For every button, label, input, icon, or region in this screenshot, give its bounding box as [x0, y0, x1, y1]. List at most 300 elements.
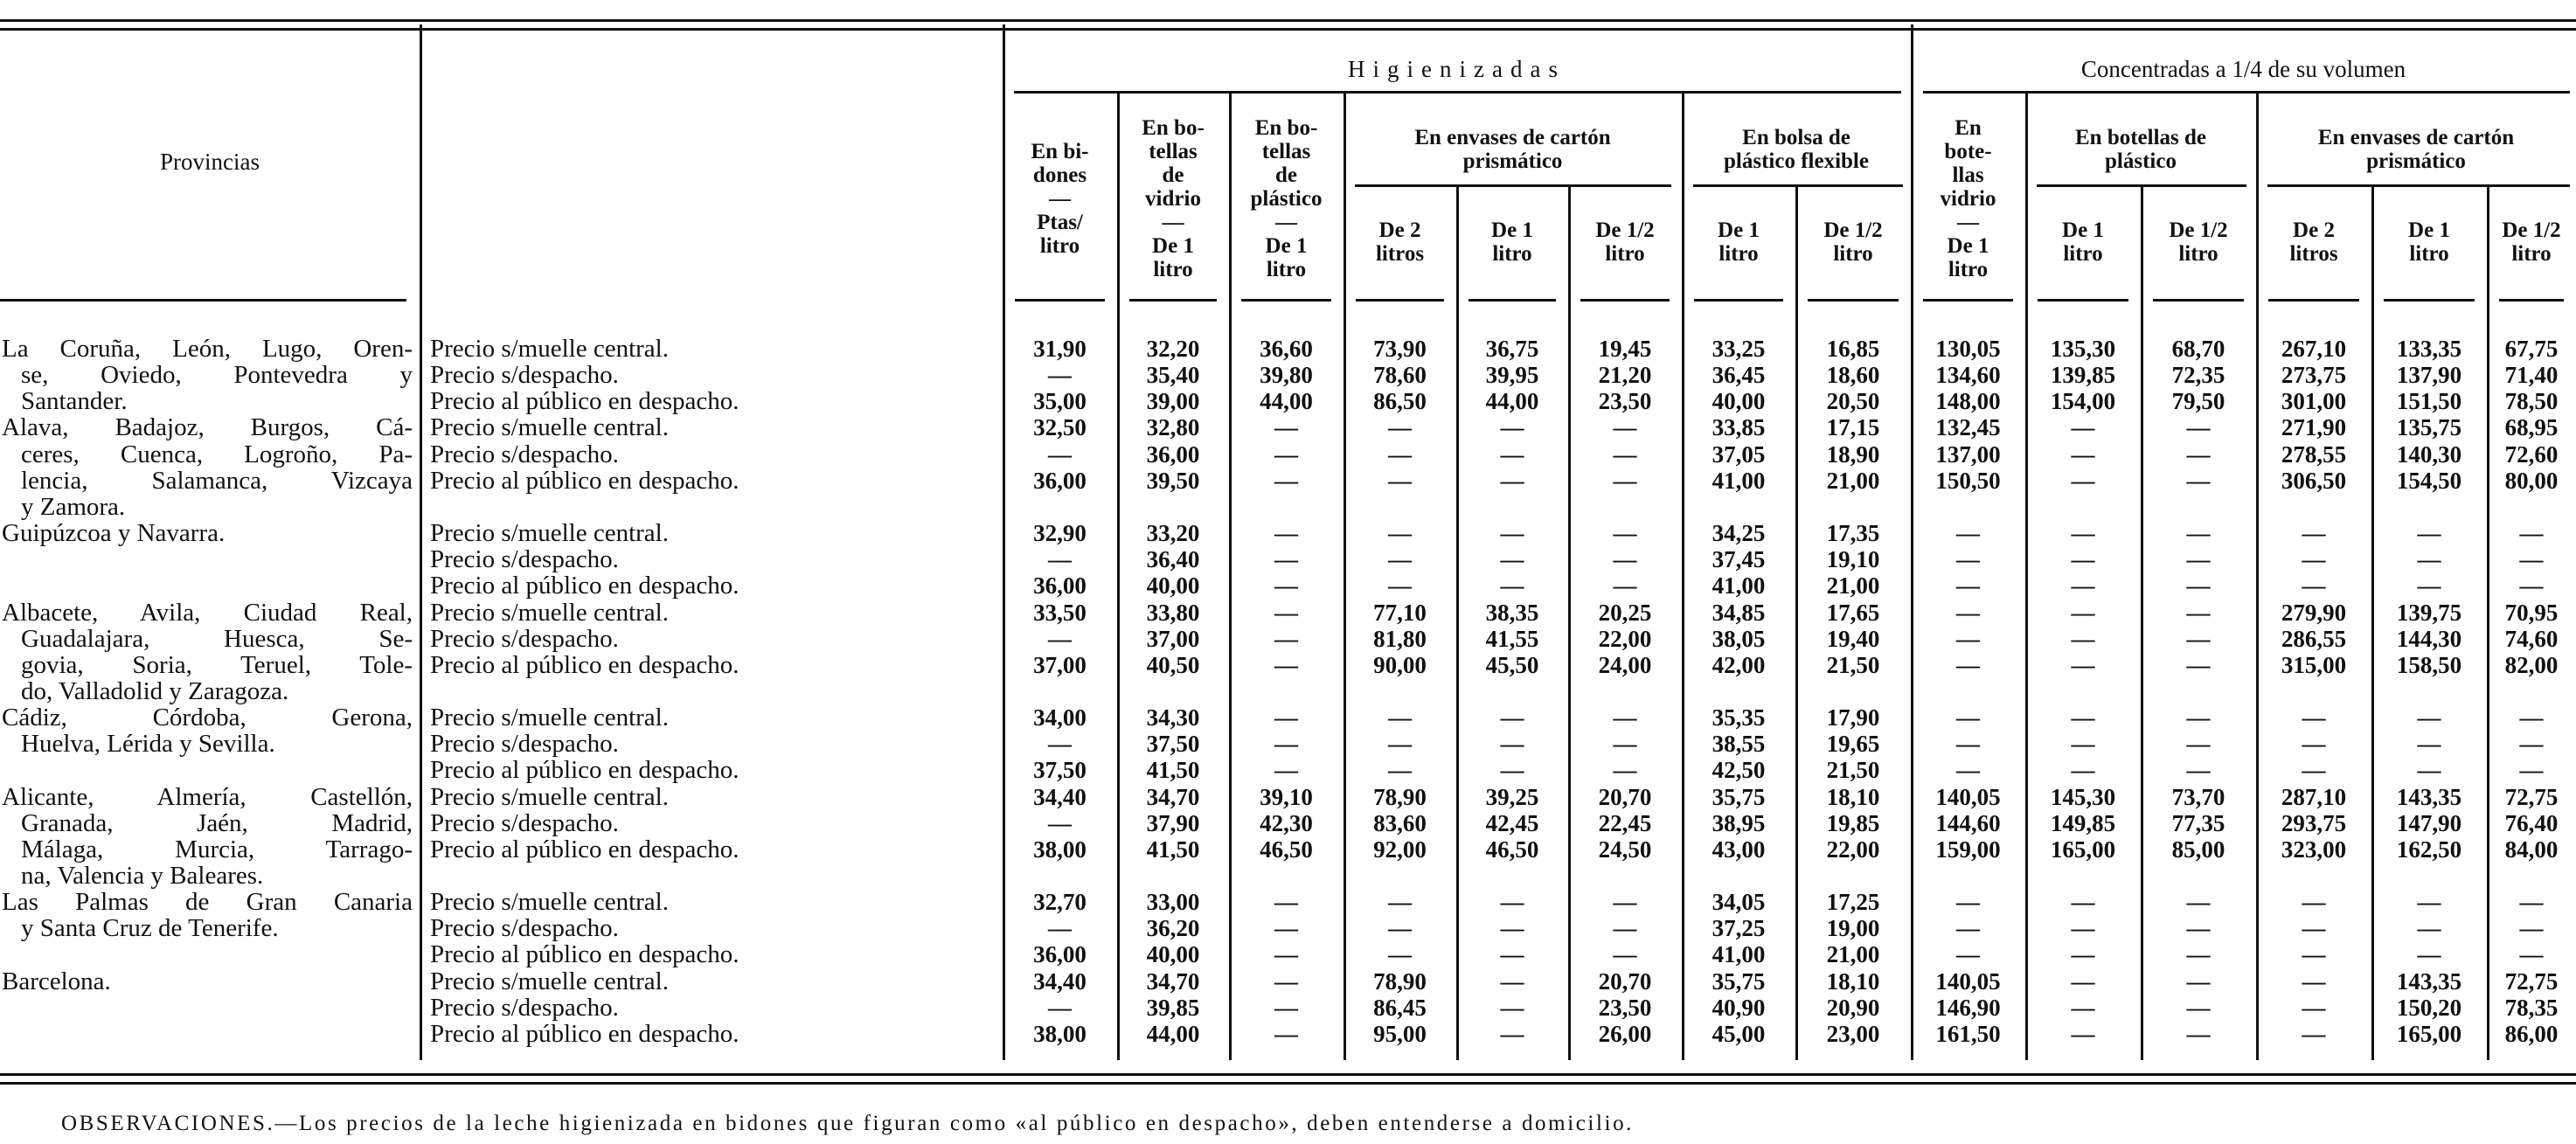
price-cell: —: [1388, 941, 1412, 968]
price-cell: 33,25: [1712, 336, 1766, 362]
price-cell: 21,20: [1598, 362, 1652, 389]
price-cell: —: [2186, 994, 2211, 1021]
price-cell: 38,35: [1485, 599, 1539, 626]
price-cell: —: [2519, 572, 2544, 600]
price-cell: —: [1274, 967, 1298, 995]
price-type-label: Precio al público en despacho.: [430, 572, 739, 600]
column-header: [1229, 114, 1344, 284]
price-cell: 139,75: [2396, 599, 2462, 626]
price-cell: 18,60: [1826, 362, 1880, 389]
price-cell: —: [2519, 731, 2544, 758]
price-cell: 42,00: [1712, 651, 1766, 678]
price-cell: 140,30: [2396, 440, 2462, 468]
price-cell: —: [2417, 704, 2441, 731]
price-cell: 21,50: [1826, 757, 1880, 784]
column-header-line: llas: [1952, 163, 1984, 187]
price-cell: —: [2417, 757, 2441, 784]
price-cell: —: [1956, 704, 1980, 731]
price-cell: 279,90: [2281, 599, 2347, 626]
price-cell: —: [2417, 546, 2441, 573]
column-header-line: tellas: [1149, 140, 1198, 163]
column-header-rule: [1015, 299, 1105, 302]
column-header: [2141, 199, 2256, 284]
price-cell: 44,00: [1260, 388, 1313, 415]
column-header-line: litro: [1948, 258, 1989, 281]
price-cell: 46,50: [1260, 835, 1313, 863]
price-cell: 32,90: [1033, 520, 1087, 547]
price-cell: 45,50: [1485, 651, 1539, 678]
price-cell: 34,70: [1146, 783, 1200, 810]
price-cell: 154,00: [2050, 388, 2116, 415]
price-cell: 19,45: [1598, 336, 1652, 362]
price-cell: —: [1500, 941, 1524, 968]
price-cell: —: [1956, 546, 1980, 573]
price-cell: 140,05: [1935, 967, 2001, 995]
price-cell: 18,90: [1826, 440, 1880, 468]
province-name: La Coruña, León, Lugo, Oren-: [2, 335, 413, 363]
column-header-line: litro: [1153, 258, 1193, 281]
price-cell: —: [2071, 731, 2095, 758]
price-cell: —: [1388, 889, 1412, 916]
price-cell: —: [1274, 941, 1298, 968]
price-cell: 158,50: [2396, 651, 2462, 678]
price-cell: 40,00: [1146, 572, 1200, 600]
price-cell: 38,00: [1033, 835, 1087, 863]
group-header-bolsa: [1682, 122, 1911, 177]
price-cell: 140,05: [1935, 783, 2001, 810]
price-cell: —: [2302, 889, 2326, 916]
price-cell: —: [2071, 757, 2095, 784]
group-header-line: En bolsa de: [1742, 126, 1850, 149]
bottom-rule: [0, 1073, 2576, 1076]
price-cell: 36,40: [1146, 546, 1200, 573]
price-cell: 72,75: [2504, 783, 2559, 810]
price-cell: —: [1388, 704, 1412, 731]
price-cell: —: [2186, 467, 2211, 494]
price-cell: 146,90: [1935, 994, 2001, 1021]
price-cell: 24,00: [1598, 651, 1652, 678]
column-header-line: De 1: [1718, 218, 1760, 242]
price-cell: 21,00: [1826, 572, 1880, 600]
price-cell: —: [2186, 731, 2211, 758]
price-cell: 32,70: [1033, 889, 1087, 916]
price-cell: —: [1048, 809, 1072, 836]
price-cell: 40,50: [1146, 651, 1200, 678]
group-header-carton-concentradas: [2256, 122, 2576, 177]
price-cell: 36,20: [1146, 915, 1200, 942]
price-cell: —: [1388, 546, 1412, 573]
price-cell: —: [2071, 1020, 2095, 1047]
column-header-line: —: [1162, 211, 1184, 234]
price-cell: 36,75: [1485, 336, 1539, 362]
price-cell: 33,20: [1146, 520, 1200, 547]
price-cell: —: [1388, 414, 1412, 441]
price-cell: —: [1956, 651, 1980, 678]
price-cell: —: [1048, 362, 1072, 389]
column-header-rule: [2153, 299, 2244, 302]
price-cell: 35,35: [1712, 704, 1766, 731]
price-cell: 135,30: [2050, 336, 2116, 362]
price-cell: —: [1956, 599, 1980, 626]
column-header-line: vidrio: [1145, 187, 1201, 211]
price-cell: —: [1613, 889, 1637, 916]
price-cell: 301,00: [2281, 388, 2347, 415]
price-cell: 149,85: [2050, 809, 2116, 836]
price-cell: —: [1613, 941, 1637, 968]
price-cell: —: [1613, 731, 1637, 758]
column-header-line: —: [1275, 211, 1297, 234]
price-cell: —: [2519, 757, 2544, 784]
price-cell: 162,50: [2396, 835, 2462, 863]
price-cell: 72,35: [2171, 362, 2225, 389]
price-cell: 135,75: [2396, 414, 2462, 441]
price-cell: —: [2071, 599, 2095, 626]
column-header-line: litro: [1492, 241, 1532, 266]
price-cell: —: [1274, 520, 1298, 547]
price-cell: —: [1048, 994, 1072, 1021]
price-cell: 39,25: [1485, 783, 1539, 810]
price-cell: 39,00: [1146, 388, 1200, 415]
column-header-rule: [2499, 299, 2564, 302]
price-cell: 130,05: [1935, 336, 2001, 362]
price-cell: 37,50: [1146, 731, 1200, 758]
price-cell: —: [1956, 520, 1980, 547]
price-cell: 137,90: [2396, 362, 2462, 389]
price-cell: 67,75: [2504, 336, 2559, 362]
price-cell: 37,00: [1033, 651, 1087, 678]
column-header: [2487, 199, 2576, 284]
price-cell: —: [1048, 731, 1072, 758]
province-name: Barcelona.: [2, 967, 111, 995]
price-cell: 36,00: [1033, 467, 1087, 494]
price-cell: 287,10: [2281, 783, 2347, 810]
price-cell: —: [1500, 467, 1524, 494]
price-cell: —: [2302, 731, 2326, 758]
price-cell: 36,60: [1260, 336, 1313, 362]
price-type-label: Precio al público en despacho.: [430, 756, 739, 785]
price-cell: —: [1500, 1020, 1524, 1047]
price-cell: 73,90: [1373, 336, 1427, 362]
price-cell: —: [1274, 572, 1298, 600]
price-cell: —: [2302, 1020, 2326, 1047]
price-cell: 36,00: [1146, 440, 1200, 468]
header-rule: [1014, 91, 1901, 94]
price-cell: 78,50: [2504, 388, 2559, 415]
price-cell: —: [1048, 625, 1072, 652]
column-header-line: plástico: [1250, 187, 1323, 211]
price-cell: 278,55: [2281, 440, 2347, 468]
price-cell: —: [1956, 915, 1980, 942]
price-cell: 39,50: [1146, 467, 1200, 494]
column-header-line: De 1: [1265, 234, 1308, 258]
price-cell: —: [2186, 915, 2211, 942]
province-name: Albacete, Avila, Ciudad Real,: [2, 598, 413, 627]
price-cell: 78,60: [1373, 362, 1427, 389]
column-header-line: —: [1049, 187, 1071, 211]
price-cell: 44,00: [1146, 1020, 1200, 1047]
price-cell: —: [2417, 520, 2441, 547]
price-cell: 23,50: [1598, 388, 1652, 415]
price-cell: —: [2071, 889, 2095, 916]
price-type-label: Precio s/muelle central.: [430, 967, 669, 995]
price-cell: —: [1500, 994, 1524, 1021]
price-cell: —: [1274, 889, 1298, 916]
price-cell: 143,35: [2396, 783, 2462, 810]
price-cell: 19,85: [1826, 809, 1880, 836]
top-rule: [0, 19, 2576, 22]
price-cell: 80,00: [2504, 467, 2559, 494]
price-cell: 37,25: [1712, 915, 1766, 942]
province-name: Granada, Jaén, Madrid,: [21, 808, 413, 837]
price-cell: 159,00: [1935, 835, 2001, 863]
column-header-line: de: [1162, 163, 1184, 187]
price-cell: —: [2302, 572, 2326, 600]
price-cell: —: [1388, 757, 1412, 784]
header-concentradas: Concentradas a 1/4 de su volumen: [2080, 56, 2406, 82]
column-header-line: litros: [2289, 241, 2338, 266]
price-cell: —: [2186, 1020, 2211, 1047]
price-cell: 90,00: [1373, 651, 1427, 678]
price-type-label: Precio al público en despacho.: [430, 650, 739, 679]
price-type-label: Precio s/despacho.: [430, 993, 619, 1022]
price-cell: —: [1500, 414, 1524, 441]
column-header-line: En bo-: [1142, 116, 1205, 140]
column-header-line: litros: [1375, 241, 1425, 266]
price-cell: 37,00: [1146, 625, 1200, 652]
price-cell: 71,40: [2504, 362, 2559, 389]
price-cell: —: [1274, 467, 1298, 494]
price-cell: 35,00: [1033, 388, 1087, 415]
price-cell: 37,05: [1712, 440, 1766, 468]
price-cell: 41,00: [1712, 467, 1766, 494]
price-cell: 323,00: [2281, 835, 2347, 863]
price-cell: 73,70: [2171, 783, 2225, 810]
price-cell: 34,30: [1146, 704, 1200, 731]
price-cell: 22,45: [1598, 809, 1652, 836]
price-cell: 95,00: [1373, 1020, 1427, 1047]
province-name: Guipúzcoa y Navarra.: [2, 519, 226, 548]
column-header-rule: [1129, 299, 1217, 302]
price-type-label: Precio s/muelle central.: [430, 704, 669, 732]
price-cell: —: [1956, 941, 1980, 968]
price-cell: 32,20: [1146, 336, 1200, 362]
price-type-label: Precio s/despacho.: [430, 361, 619, 390]
price-cell: 147,90: [2396, 809, 2462, 836]
column-header-line: En bi-: [1031, 140, 1089, 163]
province-name: Alava, Badajoz, Burgos, Cá-: [2, 413, 413, 442]
group-header-line: En envases de cartón: [1414, 126, 1611, 149]
price-cell: 82,00: [2504, 651, 2559, 678]
price-cell: 23,00: [1826, 1020, 1880, 1047]
price-cell: 39,10: [1260, 783, 1313, 810]
price-cell: —: [2302, 967, 2326, 995]
column-header-line: litro: [1266, 258, 1307, 281]
column-header-line: De 1: [1152, 234, 1194, 258]
column-header: [2256, 199, 2371, 284]
column-header-rule: [1241, 299, 1331, 302]
price-cell: 23,50: [1598, 994, 1652, 1021]
top-rule: [0, 28, 2576, 31]
price-cell: 35,75: [1712, 967, 1766, 995]
price-cell: 83,60: [1373, 809, 1427, 836]
column-header-line: litro: [1718, 241, 1759, 266]
price-cell: 41,50: [1146, 757, 1200, 784]
price-cell: —: [1613, 704, 1637, 731]
column-header-line: litro: [2409, 241, 2449, 266]
price-cell: —: [1048, 915, 1072, 942]
group-header-line: En botellas de: [2074, 126, 2207, 149]
price-cell: 161,50: [1935, 1020, 2001, 1047]
price-cell: 42,45: [1485, 809, 1539, 836]
price-cell: —: [1274, 546, 1298, 573]
price-cell: —: [1274, 1020, 1298, 1047]
price-cell: —: [1956, 757, 1980, 784]
price-cell: 17,25: [1826, 889, 1880, 916]
price-type-label: Precio s/despacho.: [430, 730, 619, 759]
price-cell: 36,00: [1033, 572, 1087, 600]
price-cell: 19,00: [1826, 915, 1880, 942]
column-header-rule: [1694, 299, 1783, 302]
province-name: y Zamora.: [21, 492, 126, 521]
price-cell: —: [1613, 414, 1637, 441]
column-header-line: De 1/2: [1595, 218, 1655, 242]
price-type-label: Precio s/despacho.: [430, 624, 619, 653]
price-type-label: Precio al público en despacho.: [430, 835, 739, 863]
group-rule: [1355, 184, 1671, 187]
price-cell: 165,00: [2050, 835, 2116, 863]
group-rule: [1693, 184, 1903, 187]
price-cell: 17,90: [1826, 704, 1880, 731]
price-cell: 41,55: [1485, 625, 1539, 652]
price-cell: 68,70: [2171, 336, 2225, 362]
price-cell: —: [2186, 572, 2211, 600]
column-header-line: litro: [2511, 241, 2552, 266]
price-cell: —: [1388, 520, 1412, 547]
price-type-label: Precio s/muelle central.: [430, 888, 669, 917]
column-header-line: De 1/2: [2502, 218, 2561, 242]
price-cell: 34,40: [1033, 783, 1087, 810]
header-rule: [1923, 91, 2570, 94]
column-header-line: —: [1957, 211, 1979, 234]
price-cell: —: [1500, 967, 1524, 995]
province-name: Santander.: [21, 387, 128, 416]
price-cell: 36,45: [1712, 362, 1766, 389]
column-header: [1117, 114, 1229, 284]
price-cell: —: [1048, 440, 1072, 468]
price-type-label: Precio s/despacho.: [430, 440, 619, 468]
price-cell: 70,95: [2504, 599, 2559, 626]
price-cell: 154,50: [2396, 467, 2462, 494]
price-cell: 34,00: [1033, 704, 1087, 731]
price-cell: —: [1274, 704, 1298, 731]
price-cell: 20,70: [1598, 783, 1652, 810]
price-cell: 44,00: [1485, 388, 1539, 415]
price-cell: —: [2071, 941, 2095, 968]
price-type-label: Precio s/muelle central.: [430, 519, 669, 548]
province-name: lencia, Salamanca, Vizcaya: [21, 466, 413, 495]
price-cell: —: [1500, 915, 1524, 942]
price-cell: —: [2071, 704, 2095, 731]
price-cell: 38,05: [1712, 625, 1766, 652]
column-header-line: De 1: [1491, 218, 1533, 242]
price-cell: 34,85: [1712, 599, 1766, 626]
price-cell: 33,00: [1146, 889, 1200, 916]
price-cell: —: [2417, 941, 2441, 968]
price-cell: 77,35: [2171, 809, 2225, 836]
price-cell: —: [1500, 731, 1524, 758]
column-header: [1344, 199, 1456, 284]
price-cell: 74,60: [2504, 625, 2559, 652]
price-cell: —: [2186, 704, 2211, 731]
price-cell: 134,60: [1935, 362, 2001, 389]
price-cell: 45,00: [1712, 1020, 1766, 1047]
group-header-line: plástico: [2105, 149, 2177, 173]
column-header-line: De 1/2: [2169, 218, 2228, 242]
province-name: govia, Soria, Teruel, Tole-: [21, 650, 413, 679]
price-cell: —: [2186, 757, 2211, 784]
column-header-line: litro: [1833, 241, 1873, 266]
price-cell: —: [2071, 625, 2095, 652]
price-cell: —: [2417, 731, 2441, 758]
price-cell: 86,50: [1373, 388, 1427, 415]
price-type-label: Precio s/muelle central.: [430, 413, 669, 442]
province-name: Las Palmas de Gran Canaria: [2, 888, 413, 917]
column-header: [1456, 199, 1568, 284]
price-cell: 19,65: [1826, 731, 1880, 758]
price-cell: 39,95: [1485, 362, 1539, 389]
price-cell: 46,50: [1485, 835, 1539, 863]
price-cell: —: [2302, 757, 2326, 784]
price-cell: 34,05: [1712, 889, 1766, 916]
price-cell: 85,00: [2171, 835, 2225, 863]
province-name: Málaga, Murcia, Tarrago-: [21, 835, 413, 863]
price-cell: 20,50: [1826, 388, 1880, 415]
column-header: [2025, 199, 2141, 284]
column-header-rule: [1356, 299, 1444, 302]
price-cell: 42,30: [1260, 809, 1313, 836]
price-cell: 143,35: [2396, 967, 2462, 995]
column-header: [1003, 114, 1117, 284]
price-cell: 34,70: [1146, 967, 1200, 995]
price-cell: —: [1613, 520, 1637, 547]
price-cell: —: [1500, 546, 1524, 573]
column-header-rule: [2384, 299, 2475, 302]
column-header-rule: [2268, 299, 2359, 302]
province-name: Cádiz, Córdoba, Gerona,: [2, 704, 413, 732]
price-cell: —: [1613, 440, 1637, 468]
column-header-line: De 1: [2408, 218, 2450, 242]
bottom-rule: [0, 1082, 2576, 1085]
price-cell: 72,60: [2504, 440, 2559, 468]
price-cell: —: [1274, 625, 1298, 652]
price-cell: 38,55: [1712, 731, 1766, 758]
price-type-label: Precio al público en despacho.: [430, 1019, 739, 1048]
price-cell: 148,00: [1935, 388, 2001, 415]
price-cell: —: [1274, 440, 1298, 468]
price-cell: 79,50: [2171, 388, 2225, 415]
price-cell: —: [1500, 440, 1524, 468]
price-cell: —: [2302, 520, 2326, 547]
price-cell: —: [2186, 414, 2211, 441]
column-header-rule: [1469, 299, 1556, 302]
column-header-line: De 2: [1378, 218, 1421, 242]
column-header-line: En bo-: [1254, 116, 1318, 140]
price-cell: —: [2186, 625, 2211, 652]
group-rule: [2267, 184, 2570, 187]
price-cell: —: [2519, 520, 2544, 547]
price-cell: —: [1388, 440, 1412, 468]
price-cell: 150,50: [1935, 467, 2001, 494]
